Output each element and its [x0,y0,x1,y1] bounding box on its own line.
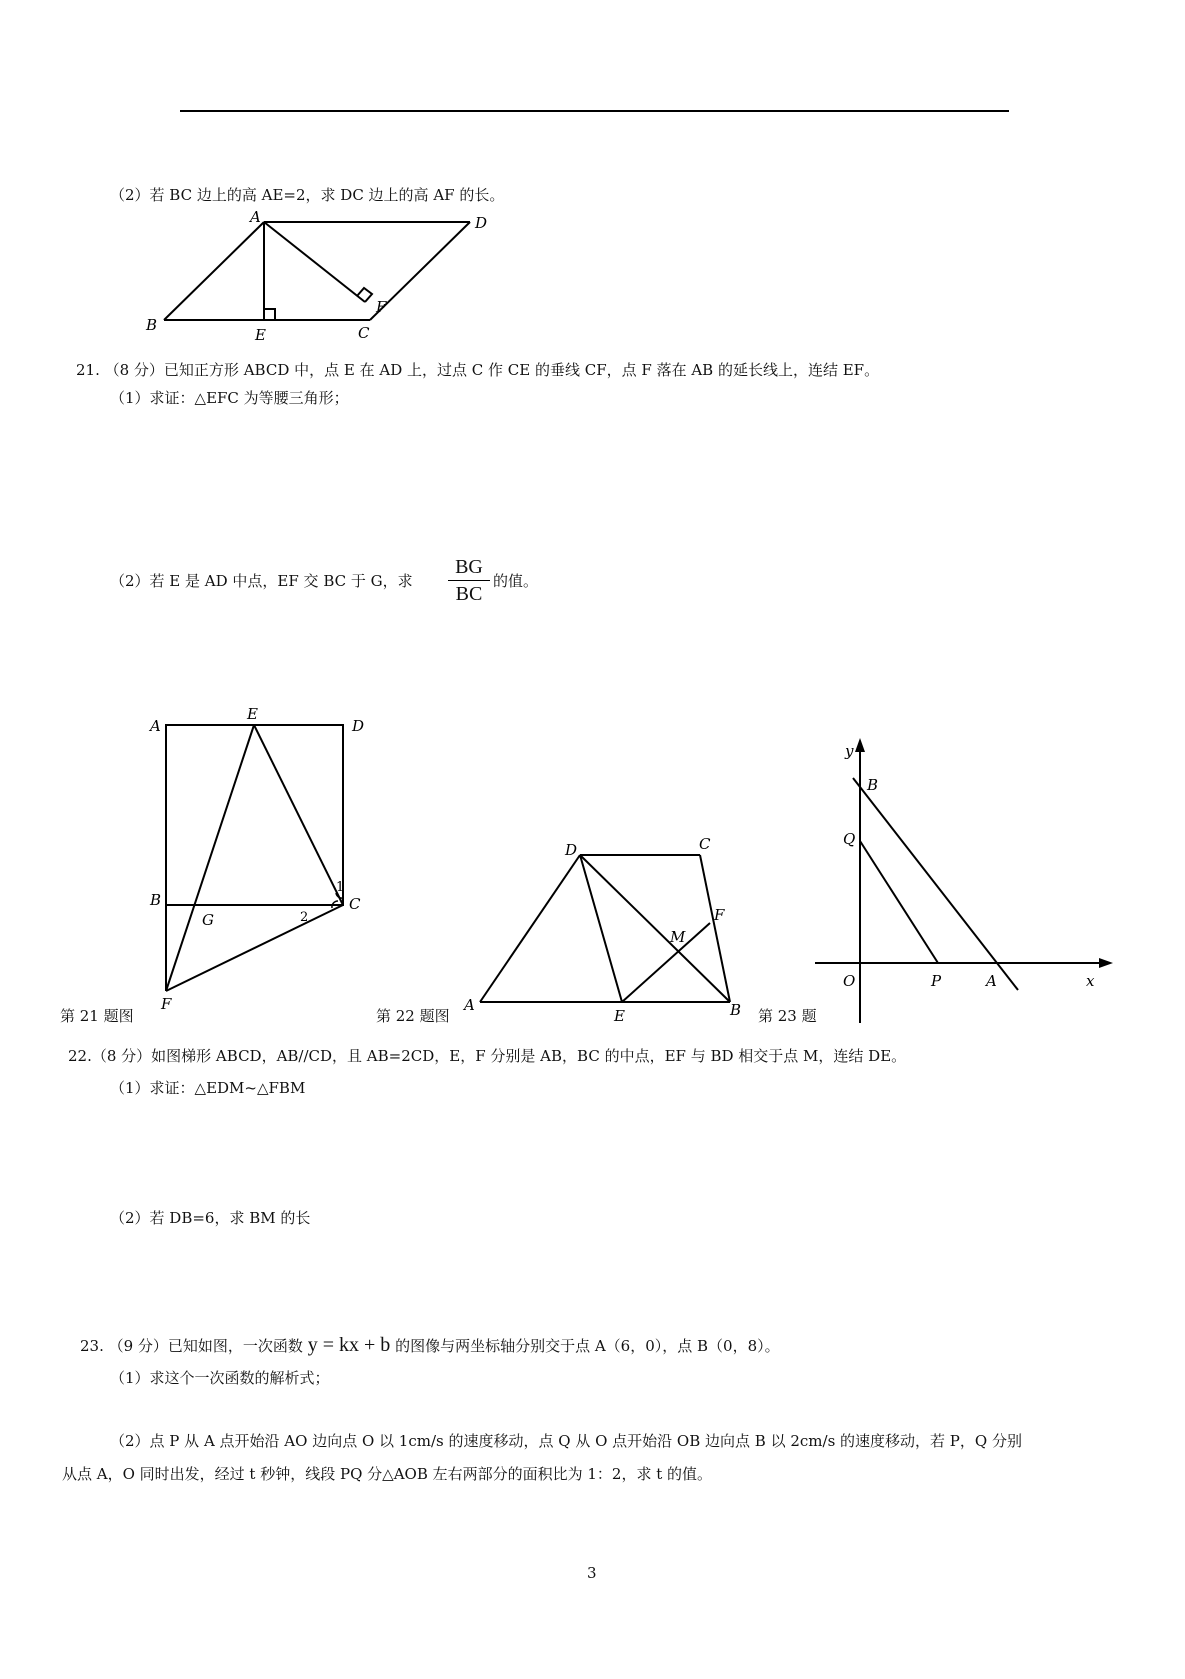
x-axis-arrow-icon [1099,958,1113,968]
q23-label-o: O [843,972,856,990]
q21-square-figure [140,705,380,1013]
q23-label-a: A [986,972,997,990]
q22-part2: （2）若 DB=6，求 BM 的长 [110,1209,311,1227]
q21-stem: 21. （8 分）已知正方形 ABCD 中，点 E 在 AD 上，过点 C 作 CE 的垂线 CF，点 F 落在 AB 的延长线上，连结 EF。 [76,361,880,379]
q20-part2: （2）若 BC 边上的高 AE=2，求 DC 边上的高 AF 的长。 [110,186,505,204]
q22-caption: 第 22 题图 [376,1007,450,1025]
q23-label-y: y [845,742,854,760]
q20-parallelogram-figure [140,208,500,344]
q21-label-d: D [352,717,365,735]
q23-caption: 第 23 题 [758,1007,817,1025]
q23-label-q: Q [843,830,856,848]
q23-label-b: B [867,776,879,794]
q22-trapezoid-figure [460,835,750,1025]
q23-formula: y = kx + b [307,1334,391,1356]
q21-part2-prefix: （2）若 E 是 AD 中点，EF 交 BC 于 G，求 [110,572,413,590]
q20-label-d: D [475,214,488,232]
q21-caption: 第 21 题图 [60,1007,134,1025]
q22-label-f: F [714,906,725,924]
q20-label-f: F [376,298,387,316]
q21-label-b: B [150,891,162,909]
q20-label-c: C [358,324,370,342]
q23-label-x: x [1086,972,1095,990]
y-axis-arrow-icon [855,738,865,752]
q21-angle-2: 2 [300,910,309,925]
fraction-denominator: BC [455,583,483,605]
q23-stem [80,1336,780,1355]
q20-label-b: B [146,316,158,334]
q20-label-e: E [255,326,266,344]
q23-part2-line1: （2）点 P 从 A 点开始沿 AO 边向点 O 以 1cm/s 的速度移动，点 Q 从 O 点开始沿 OB 边向点 B 以 2cm/s 的速度移动，若 P，Q 分别 [110,1432,1022,1450]
q23-graph-figure [815,738,1115,1028]
page-number: 3 [587,1564,597,1582]
q21-label-a: A [150,717,161,735]
q22-label-m: M [670,928,686,946]
q21-angle-1: 1 [336,880,345,895]
q21-label-e: E [247,705,258,723]
q23-part2-line2: 从点 A，O 同时出发，经过 t 秒钟，线段 PQ 分△AOB 左右两部分的面积比为 1：2，求 t 的值。 [62,1465,713,1483]
q21-label-f: F [161,995,172,1013]
q21-label-g: G [202,911,214,929]
header-rule [180,110,1009,112]
q22-part1: （1）求证：△EDM~△FBM [110,1079,306,1097]
q21-part1: （1）求证：△EFC 为等腰三角形； [110,389,349,407]
q22-label-d: D [565,841,578,859]
q22-stem: 22.（8 分）如图梯形 ABCD，AB//CD，且 AB=2CD，E，F 分别是 AB，BC 的中点，EF 与 BD 相交于点 M，连结 DE。 [68,1047,907,1065]
q21-part2-suffix: 的值。 [493,572,539,590]
q23-label-p: P [931,972,942,990]
q20-label-a: A [250,208,261,226]
q23-stem-suffix: 的图像与两坐标轴分别交于点 A（6，0），点 B（0，8）。 [395,1337,780,1355]
q22-label-c: C [699,835,711,853]
q23-stem-prefix: 23. （9 分）已知如图，一次函数 [80,1337,303,1355]
q22-label-b: B [730,1001,742,1019]
q22-label-e: E [614,1007,625,1025]
q21-fraction [448,554,490,607]
q23-part1: （1）求这个一次函数的解析式； [110,1369,330,1387]
fraction-numerator: BG [455,556,483,578]
q22-label-a: A [464,996,475,1014]
q21-label-c: C [349,895,361,913]
